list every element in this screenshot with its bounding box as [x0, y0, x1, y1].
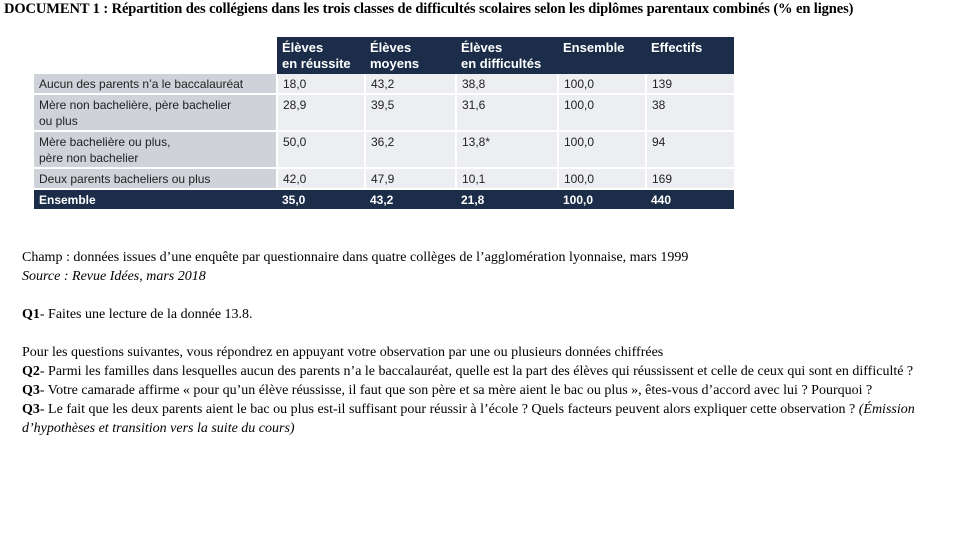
- cell-value: 10,1: [456, 168, 558, 189]
- cell-value: 39,5: [365, 94, 456, 131]
- table-header-row: [34, 37, 734, 74]
- table-total-row: [34, 189, 734, 209]
- cell-value: 100,0: [558, 168, 646, 189]
- question-3b: [22, 400, 922, 438]
- cell-value: 100,0: [558, 74, 646, 94]
- question-text: - Faites une lecture de la donnée 13.8.: [39, 307, 253, 322]
- cell-value: 13,8*: [456, 131, 558, 168]
- cell-value: 100,0: [558, 94, 646, 131]
- document-title: DOCUMENT 1 : Répartition des collégiens dans les trois classes de difficultés scolaires selon les diplômes parentaux combinés (% en lignes): [4, 1, 854, 17]
- question-number: Q3: [22, 383, 40, 398]
- question-3a: [22, 381, 922, 400]
- table-row: [34, 74, 734, 94]
- header-eleves-difficultes: Élèves en difficultés: [456, 37, 558, 74]
- results-table: [34, 37, 734, 209]
- question-text: - Parmi les familles dans lesquelles aucun des parents n’a le baccalauréat, quelle est la part des élèves qui réussissent et celle de ceux qui sont en difficulté ?: [39, 364, 914, 379]
- champ-text: Champ : données issues d’une enquête par questionnaire dans quatre collèges de l’agglomération lyonnaise, mars 1999: [22, 250, 689, 265]
- cell-value: 38: [646, 94, 734, 131]
- header-eleves-moyens: Élèves moyens: [365, 37, 456, 74]
- row-label: Deux parents bacheliers ou plus: [34, 168, 277, 189]
- document-body: [22, 248, 922, 438]
- cell-value: 169: [646, 168, 734, 189]
- cell-value: 42,0: [277, 168, 365, 189]
- header-effectifs: Effectifs: [646, 37, 734, 74]
- total-label: Ensemble: [34, 189, 277, 209]
- question-note: (Émission d’hypothèses et transition vers la suite du cours): [22, 402, 915, 436]
- question-2: [22, 362, 922, 381]
- header-empty-cell: [34, 37, 277, 74]
- total-value: 35,0: [277, 189, 365, 209]
- total-value: 440: [646, 189, 734, 209]
- cell-value: 139: [646, 74, 734, 94]
- table-row: [34, 94, 734, 131]
- cell-value: 38,8: [456, 74, 558, 94]
- cell-value: 43,2: [365, 74, 456, 94]
- cell-value: 36,2: [365, 131, 456, 168]
- cell-value: 100,0: [558, 131, 646, 168]
- row-label: Aucun des parents n’a le baccalauréat: [34, 74, 277, 94]
- table-row: [34, 168, 734, 189]
- header-eleves-reussite: Élèves en réussite: [277, 37, 365, 74]
- header-ensemble: Ensemble: [558, 37, 646, 74]
- source-text: Source : Revue Idées, mars 2018: [22, 269, 206, 284]
- question-number: Q2: [22, 364, 40, 379]
- cell-value: 50,0: [277, 131, 365, 168]
- cell-value: 47,9: [365, 168, 456, 189]
- questions-intro: Pour les questions suivantes, vous répondrez en appuyant votre observation par une ou plusieurs données chiffrées: [22, 345, 664, 360]
- total-value: 43,2: [365, 189, 456, 209]
- cell-value: 28,9: [277, 94, 365, 131]
- total-value: 100,0: [558, 189, 646, 209]
- cell-value: 18,0: [277, 74, 365, 94]
- table-row: [34, 131, 734, 168]
- total-value: 21,8: [456, 189, 558, 209]
- question-number: Q1: [22, 307, 40, 322]
- cell-value: 31,6: [456, 94, 558, 131]
- row-label: Mère bachelière ou plus, père non bachelier: [34, 131, 277, 168]
- question-number: Q3: [22, 402, 40, 417]
- row-label: Mère non bachelière, père bachelier ou plus: [34, 94, 277, 131]
- question-text: - Le fait que les deux parents aient le bac ou plus est-il suffisant pour réussir à l’école ? Quels facteurs peuvent alors expliquer cette observation ?: [39, 402, 859, 417]
- cell-value: 94: [646, 131, 734, 168]
- question-1: [22, 305, 922, 324]
- question-text: - Votre camarade affirme « pour qu’un élève réussisse, il faut que son père et sa mère aient le bac ou plus », êtes-vous d’accord avec lui ? Pourquoi ?: [39, 383, 873, 398]
